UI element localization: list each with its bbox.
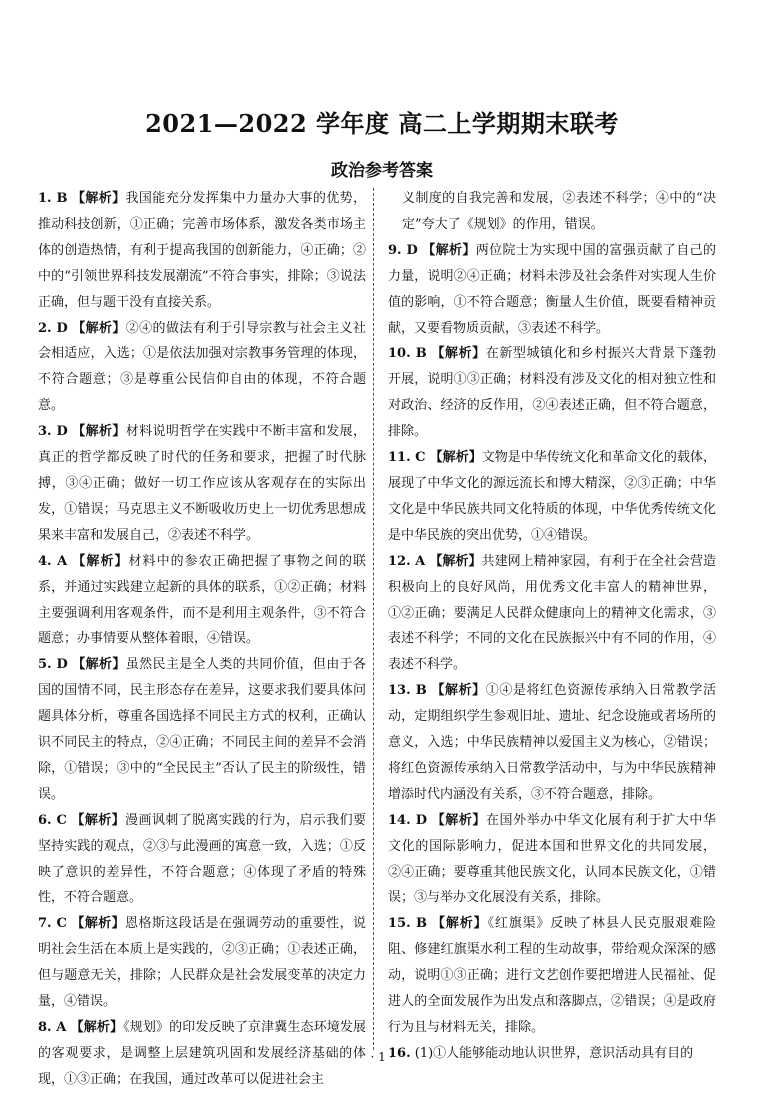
answer-number: 11. C <box>388 450 426 466</box>
answer-number: 8. A <box>38 1020 67 1035</box>
page-number: · 1 · <box>370 1050 394 1064</box>
analysis-label: 【解析】 <box>432 916 488 932</box>
answer-text: 材料中的参农正确把握了事物之间的联系，并通过实践建立起新的具体的联系，①②正确；材料主要强调利用客观条件，而不是利用主观条件，③不符合题意；办事情要从整体着眼，④错误。 <box>38 553 366 647</box>
answer-number: 9. D <box>388 242 418 258</box>
answer-text: 在新型城镇化和乡村振兴大背景下蓬勃开展，说明①③正确；材料没有涉及文化的相对独立性和对政治、经济的反作用，②④表述正确，但不符合题意，排除。 <box>388 346 716 440</box>
answer-text: 恩格斯这段话是在强调劳动的重要性，说明社会生活在本质上是实践的，②③正确；①表述正确，但与题意无关，排除；人民群众是社会发展变革的决定力量，④错误。 <box>38 916 366 1010</box>
analysis-label: 【解析】 <box>72 320 126 336</box>
answer-number: 14. D <box>388 812 427 828</box>
answer-item <box>38 808 366 912</box>
page-subtitle: 政治参考答案 <box>331 161 433 181</box>
answer-number: 15. B <box>388 916 428 932</box>
answer-text: 《规划》的印发反映了京津冀生态环境发展的客观要求，是调整上层建筑巩固和发展经济基础的体现，①③正确；在我国，通过改革可以促进社会主 <box>38 1020 366 1087</box>
answer-number: 5. D <box>38 657 68 673</box>
analysis-label: 【解析】 <box>431 812 486 828</box>
answer-number: 12. A <box>388 553 426 569</box>
page-title: 2021—2022 学年度 高二上学期期末联考 <box>145 109 619 138</box>
answer-item <box>388 445 716 549</box>
answer-number: 16. <box>388 1045 411 1061</box>
analysis-label: 【解析】 <box>429 450 482 466</box>
answer-item <box>38 549 366 653</box>
answer-text: 共建网上精神家园，有利于在全社会营造积极向上的良好风尚，用优秀文化丰富人的精神世界，①②正确；要满足人民群众健康向上的精神文化需求，③表述不科学；不同的文化在民族振兴中有不同的作用，④表述不科学。 <box>388 553 716 673</box>
answer-text: 我国能充分发挥集中力量办大事的优势，推动科技创新，①正确；完善市场体系，激发各类市场主体的创造热情，有利于提高我国的创新能力，④正确；②中的“引领世界科技发展潮流”不符合事实，排除；③说法正确，但与题干没有直接关系。 <box>38 191 366 310</box>
answer-item <box>388 238 716 342</box>
right-column <box>388 186 716 1067</box>
analysis-label: 【解析】 <box>431 346 486 362</box>
analysis-label: 【解析】 <box>70 1020 124 1035</box>
answer-text: ①④是将红色资源传承纳入日常教学活动，定期组织学生参观旧址、遗址、纪念设施或者场所的意义，入选；中华民族精神以爱国主义为核心，②错误；将红色资源传承纳入日常教学活动中，与为中华民族精神增添时代内涵没有关系，③不符合题意，排除。 <box>388 683 716 802</box>
answer-item <box>38 652 366 807</box>
answer-number: 2. D <box>38 320 68 336</box>
analysis-label: 【解析】 <box>72 553 129 569</box>
analysis-label: 【解析】 <box>422 242 476 258</box>
answer-number: 13. B <box>388 683 427 699</box>
answer-text: (1)①人能够能动地认识世界，意识活动具有目的 <box>414 1045 694 1061</box>
answer-text: 在国外举办中华文化展有利于扩大中华文化的国际影响力，促进本国和世界文化的共同发展，②④正确；要尊重其他民族文化，认同本民族文化，①错误；③与举办文化展没有关系，排除。 <box>388 812 716 906</box>
left-column <box>38 186 366 1093</box>
answer-item <box>388 341 716 445</box>
answer-number: 1. B <box>38 191 68 206</box>
analysis-label: 【解析】 <box>71 812 126 828</box>
analysis-label: 【解析】 <box>72 657 126 673</box>
analysis-label: 【解析】 <box>431 683 486 699</box>
answer-text: ②④的做法有利于引导宗教与社会主义社会相适应，入选；①是依法加强对宗教事务管理的体现，不符合题意；③是尊重公民信仰自由的体现，不符合题意。 <box>38 320 366 414</box>
answer-number: 6. C <box>38 812 67 828</box>
answer-item <box>388 678 716 808</box>
analysis-label: 【解析】 <box>71 191 126 206</box>
answer-item <box>38 911 366 1015</box>
column-divider <box>373 188 374 1050</box>
answer-item <box>38 316 366 420</box>
answer-item <box>388 911 716 1041</box>
answer-item <box>38 186 366 316</box>
answer-text: 两位院士为实现中国的富强贡献了自己的力量，说明②④正确；材料未涉及社会条件对实现人生价值的影响，①不符合题意；衡量人生价值，既要看精神贡献，又要看物质贡献，③表述不科学。 <box>388 242 716 336</box>
answer-text: 文物是中华传统文化和革命文化的载体，展现了中华文化的源远流长和博大精深，②③正确；中华文化是中华民族共同文化特质的体现，中华优秀传统文化是中华民族的突出优势，①④错误。 <box>388 450 716 543</box>
analysis-label: 【解析】 <box>72 424 126 440</box>
answer-number: 3. D <box>38 424 68 440</box>
answer-text: 《红旗渠》反映了林县人民克服艰难险阻、修建红旗渠水利工程的生动故事，带给观众深深的感动，说明①③正确；进行文艺创作要把增进人民福祉、促进人的全面发展作为出发点和落脚点，②错误；④是政府行为且与材料无关，排除。 <box>388 916 716 1035</box>
answer-item <box>388 808 716 912</box>
answer-item <box>388 549 716 679</box>
answer-number: 10. B <box>388 346 427 362</box>
answer-number: 4. A <box>38 553 68 569</box>
answer-text: 材料说明哲学在实践中不断丰富和发展，真正的哲学都反映了时代的任务和要求，把握了时代脉搏，③④正确；做好一切工作应该从客观存在的实际出发，①错误；马克思主义不断吸收历史上一切优秀思想成果来丰富和发展自己，②表述不科学。 <box>38 424 366 543</box>
analysis-label: 【解析】 <box>71 916 126 932</box>
answer-text: 漫画讽刺了脱离实践的行为，启示我们要坚持实践的观点，②③与此漫画的寓意一致，入选；①反映了意识的差异性，不符合题意；④体现了矛盾的特殊性，不符合题意。 <box>38 812 366 906</box>
answer-number: 7. C <box>38 916 67 932</box>
continued-answer-text: 义制度的自我完善和发展，②表述不科学；④中的“决定”夸大了《规划》的作用，错误。 <box>402 191 716 232</box>
answer-text: 虽然民主是全人类的共同价值，但由于各国的国情不同，民主形态存在差异，这要求我们要具体问题具体分析，尊重各国选择不同民主方式的权利，正确认识不同民主的特点，②④正确；不同民主间的差异不会消除，①错误；③中的“全民民主”否认了民主的阶级性，错误。 <box>38 657 366 802</box>
answer-item <box>38 419 366 549</box>
analysis-label: 【解析】 <box>429 553 482 569</box>
